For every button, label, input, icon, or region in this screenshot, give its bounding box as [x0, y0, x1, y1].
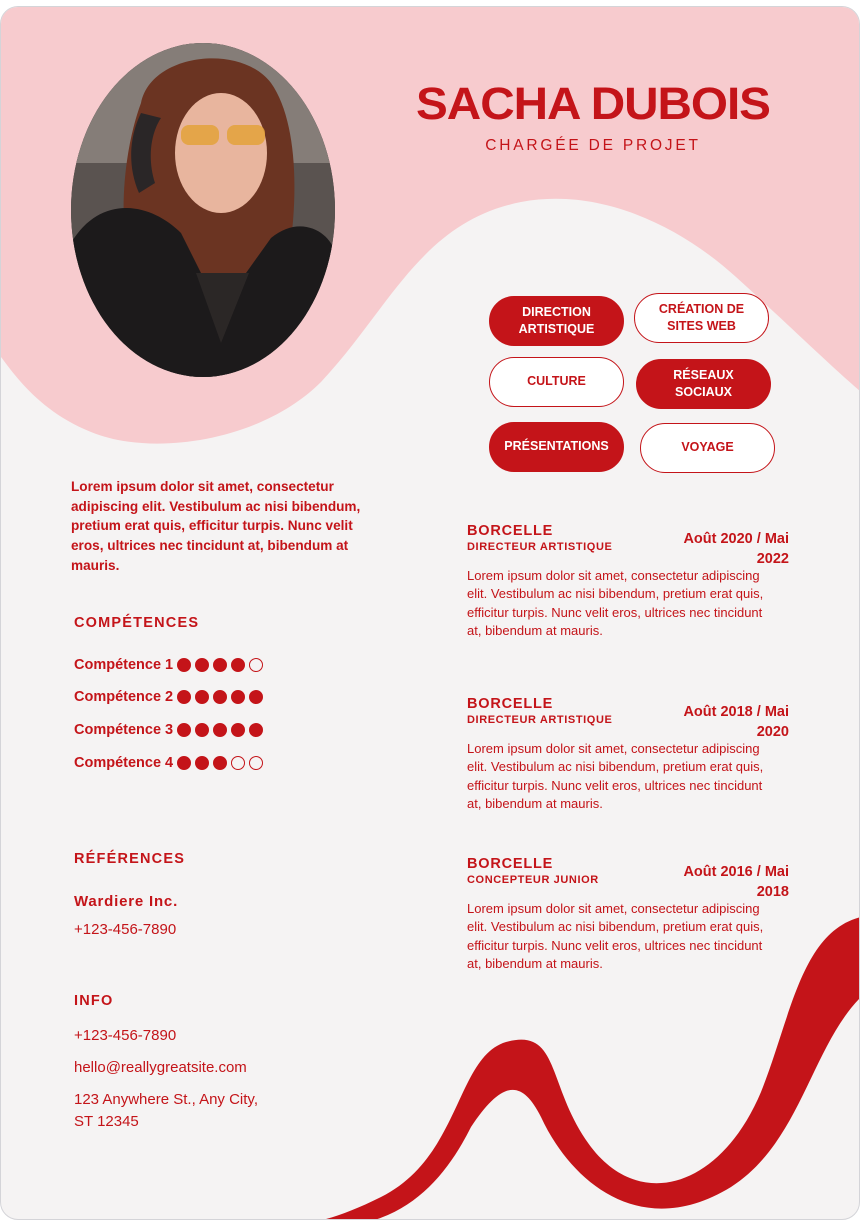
intro-text: Lorem ipsum dolor sit amet, consectetur adipiscing elit. Vestibulum ac nisi bibendum, pretium erat quis, efficitur turpis. Nunc velit eros, ultrices nec tincidunt at, bibendum at mauris. [71, 479, 361, 573]
tag-reseaux-sociaux: RÉSEAUX SOCIAUX [636, 359, 771, 409]
job-title: CHARGÉE DE PROJET [485, 137, 701, 154]
info-address-line2: ST 12345 [74, 1113, 139, 1130]
experience-role: CONCEPTEUR JUNIOR [467, 873, 599, 886]
rating-dot-filled [213, 756, 227, 770]
info-email: hello@reallygreatsite.com [74, 1059, 247, 1076]
experience-date [659, 862, 789, 903]
experience-description: Lorem ipsum dolor sit amet, consectetur adipiscing elit. Vestibulum ac nisi bibendum, pretium erat quis, efficitur turpis. Nunc velit eros, ultrices nec tincidunt at, bibendum at mauris. [467, 567, 764, 639]
experience-description: Lorem ipsum dolor sit amet, consectetur adipiscing elit. Vestibulum ac nisi bibendum, pretium erat quis, efficitur turpis. Nunc velit eros, ultrices nec tincidunt at, bibendum at mauris. [467, 740, 764, 812]
rating-dot-filled [195, 690, 209, 704]
rating-dot-filled [177, 756, 191, 770]
info-heading: INFO [74, 993, 114, 1009]
skill-label: Compétence 1 [74, 657, 174, 673]
rating-dot-filled [231, 658, 245, 672]
experience-date-line2: 2020 [756, 724, 789, 741]
rating-dot-filled [195, 658, 209, 672]
rating-dot-filled [177, 658, 191, 672]
rating-dot-empty [231, 756, 245, 770]
info-phone: +123-456-7890 [74, 1027, 177, 1044]
resume-page [0, 6, 860, 1220]
skill-rating [177, 756, 263, 770]
info-address-line1: 123 Anywhere St., Any City, [74, 1091, 258, 1108]
rating-dot-filled [177, 690, 191, 704]
rating-dot-filled [177, 723, 191, 737]
experience-role: DIRECTEUR ARTISTIQUE [467, 540, 613, 553]
rating-dot-filled [213, 658, 227, 672]
skill-rating [177, 658, 263, 672]
references-heading: RÉFÉRENCES [74, 851, 186, 867]
experience-role: DIRECTEUR ARTISTIQUE [467, 713, 613, 726]
rating-dot-empty [249, 756, 263, 770]
tag-culture: CULTURE [489, 357, 624, 407]
skill-label: Compétence 2 [74, 689, 174, 705]
rating-dot-filled [249, 723, 263, 737]
skills-heading: COMPÉTENCES [74, 615, 200, 631]
experience-item [467, 857, 789, 974]
experience-company: BORCELLE [467, 856, 554, 872]
experience-date [659, 529, 789, 570]
experience-description: Lorem ipsum dolor sit amet, consectetur adipiscing elit. Vestibulum ac nisi bibendum, pretium erat quis, efficitur turpis. Nunc velit eros, ultrices nec tincidunt at, bibendum at mauris. [467, 900, 764, 972]
skill-row [74, 657, 263, 673]
experience-company: BORCELLE [467, 523, 554, 539]
experience-item [467, 697, 789, 814]
rating-dot-filled [195, 723, 209, 737]
experience-date-line1: Août 2020 / Mai [683, 531, 789, 547]
experience-date-line1: Août 2018 / Mai [683, 704, 789, 720]
tag-presentations: PRÉSENTATIONS [489, 422, 624, 472]
experience-date [659, 702, 789, 743]
rating-dot-filled [249, 690, 263, 704]
skill-rating [177, 723, 263, 737]
rating-dot-filled [213, 723, 227, 737]
skill-row [74, 755, 263, 771]
experience-company: BORCELLE [467, 696, 554, 712]
experience-date-line2: 2018 [756, 884, 789, 901]
tag-creation-sites-web: CRÉATION DE SITES WEB [634, 293, 769, 343]
person-name: SACHA DUBOIS [416, 78, 770, 129]
tag-direction-artistique: DIRECTION ARTISTIQUE [489, 296, 624, 346]
experience-date-line1: Août 2016 / Mai [683, 864, 789, 880]
skill-rating [177, 690, 263, 704]
experience-item [467, 524, 789, 641]
tag-voyage: VOYAGE [640, 423, 775, 473]
rating-dot-filled [195, 756, 209, 770]
experience-date-line2: 2022 [756, 551, 789, 568]
profile-photo [71, 43, 335, 377]
rating-dot-filled [231, 690, 245, 704]
skill-label: Compétence 4 [74, 755, 174, 771]
skill-row [74, 689, 263, 705]
reference-phone: +123-456-7890 [74, 921, 177, 938]
skill-row [74, 722, 263, 738]
reference-company: Wardiere Inc. [74, 893, 179, 910]
rating-dot-empty [249, 658, 263, 672]
rating-dot-filled [231, 723, 245, 737]
rating-dot-filled [213, 690, 227, 704]
skill-label: Compétence 3 [74, 722, 174, 738]
